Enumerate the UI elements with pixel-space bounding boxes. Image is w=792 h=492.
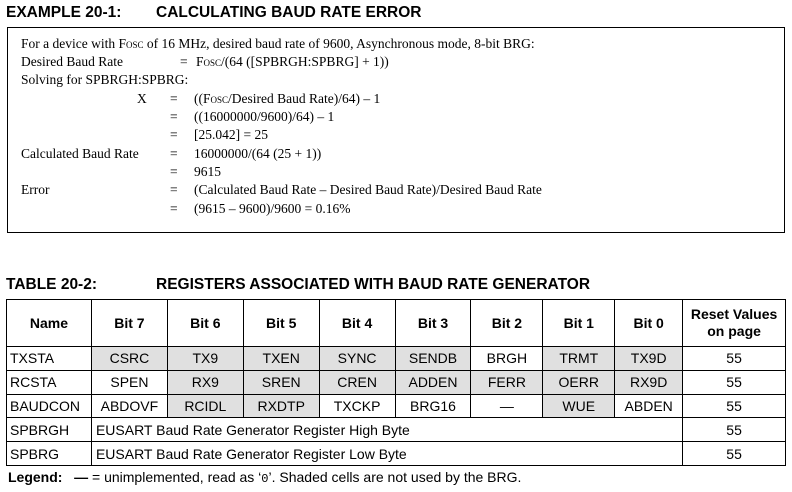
bit-cell: SREN [243,370,319,394]
example-title: CALCULATING BAUD RATE ERROR [156,4,422,21]
error-equals-2: = [170,201,178,216]
header-bit3: Bit 3 [395,300,471,347]
example-box [7,27,785,233]
table-row [7,370,786,394]
reset-value: 55 [683,394,786,418]
register-name: TXSTA [7,347,92,371]
table-number: TABLE 20-2: [6,276,98,293]
desired-baud-equals: = [180,54,188,69]
example-intro: For a device with Fosc of 16 MHz, desired baud rate of 9600, Asynchronous mode, 8-bit BRG: [21,36,535,51]
error-expression-2: (9615 – 9600)/9600 = 0.16% [194,201,351,216]
header-bit6: Bit 6 [167,300,243,347]
reset-value: 55 [683,442,786,466]
bit-cell: TX9 [167,347,243,371]
calc-expression-1: 16000000/(64 (25 + 1)) [194,146,322,161]
register-name: SPBRG [7,442,92,466]
header-bit7: Bit 7 [91,300,167,347]
bit-cell: FERR [471,370,543,394]
bit-cell: RX9 [167,370,243,394]
table-row [7,394,786,418]
table-row [7,347,786,371]
register-name: BAUDCON [7,394,92,418]
table-header-row [7,300,786,347]
bit-cell: — [471,394,543,418]
legend-dash: — [74,469,89,485]
bit-cell: SYNC [319,347,395,371]
bit-cell: CREN [319,370,395,394]
bit-cell: RCIDL [167,394,243,418]
registers-table [6,299,786,466]
header-reset-values: Reset Values on page [683,300,786,347]
legend-text-b: ’. Shaded cells are not used by the BRG. [268,469,522,485]
bit-cell: CSRC [91,347,167,371]
header-bit2: Bit 2 [471,300,543,347]
x-expression-2: ((16000000/9600)/64) – 1 [194,109,335,124]
register-name: SPBRGH [7,418,92,442]
bit-cell: OERR [543,370,615,394]
table-heading [6,276,590,294]
error-equals-1: = [170,182,178,197]
reset-value: 55 [683,347,786,371]
register-description: EUSART Baud Rate Generator Register High Byte [91,418,682,442]
header-bit0: Bit 0 [615,300,683,347]
bit-cell: TXCKP [319,394,395,418]
x-label: X [137,91,147,106]
header-bit5: Bit 5 [243,300,319,347]
bit-cell: BRGH [471,347,543,371]
x-equals-3: = [170,127,178,142]
bit-cell: RX9D [615,370,683,394]
desired-baud-expression: Fosc/(64 ([SPBRGH:SPBRG] + 1)) [196,54,389,69]
bit-cell: ABDOVF [91,394,167,418]
example-number: EXAMPLE 20-1: [6,4,122,21]
legend-label: Legend: [8,469,63,485]
bit-cell: TXEN [243,347,319,371]
table-row [7,418,786,442]
x-equals-2: = [170,109,178,124]
header-bit1: Bit 1 [543,300,615,347]
calc-equals-1: = [170,146,178,161]
x-expression-3: [25.042] = 25 [194,127,268,142]
bit-cell: TX9D [615,347,683,371]
calc-equals-2: = [170,164,178,179]
bit-cell: BRG16 [395,394,471,418]
header-bit4: Bit 4 [319,300,395,347]
error-label: Error [21,182,50,197]
example-heading [6,4,422,22]
bit-cell: WUE [543,394,615,418]
desired-baud-label: Desired Baud Rate [21,54,123,69]
register-name: RCSTA [7,370,92,394]
bit-cell: ABDEN [615,394,683,418]
register-description: EUSART Baud Rate Generator Register Low Byte [91,442,682,466]
reset-value: 55 [683,418,786,442]
bit-cell: ADDEN [395,370,471,394]
x-expression-1: ((Fosc/Desired Baud Rate)/64) – 1 [194,91,381,106]
bit-cell: TRMT [543,347,615,371]
table-row [7,442,786,466]
calc-expression-2: 9615 [194,164,221,179]
legend-zero: 0 [261,472,269,486]
table-legend [8,469,521,486]
legend-text-a: = unimplemented, read as ‘ [88,469,262,485]
bit-cell: RXDTP [243,394,319,418]
calculated-baud-label: Calculated Baud Rate [21,146,139,161]
error-expression-1: (Calculated Baud Rate – Desired Baud Rate)/Desired Baud Rate [194,182,542,197]
bit-cell: SPEN [91,370,167,394]
solving-line: Solving for SPBRGH:SPBRG: [21,72,189,87]
table-title: REGISTERS ASSOCIATED WITH BAUD RATE GENERATOR [156,276,591,293]
bit-cell: SENDB [395,347,471,371]
header-name: Name [7,300,92,347]
reset-value: 55 [683,370,786,394]
x-equals-1: = [170,91,178,106]
